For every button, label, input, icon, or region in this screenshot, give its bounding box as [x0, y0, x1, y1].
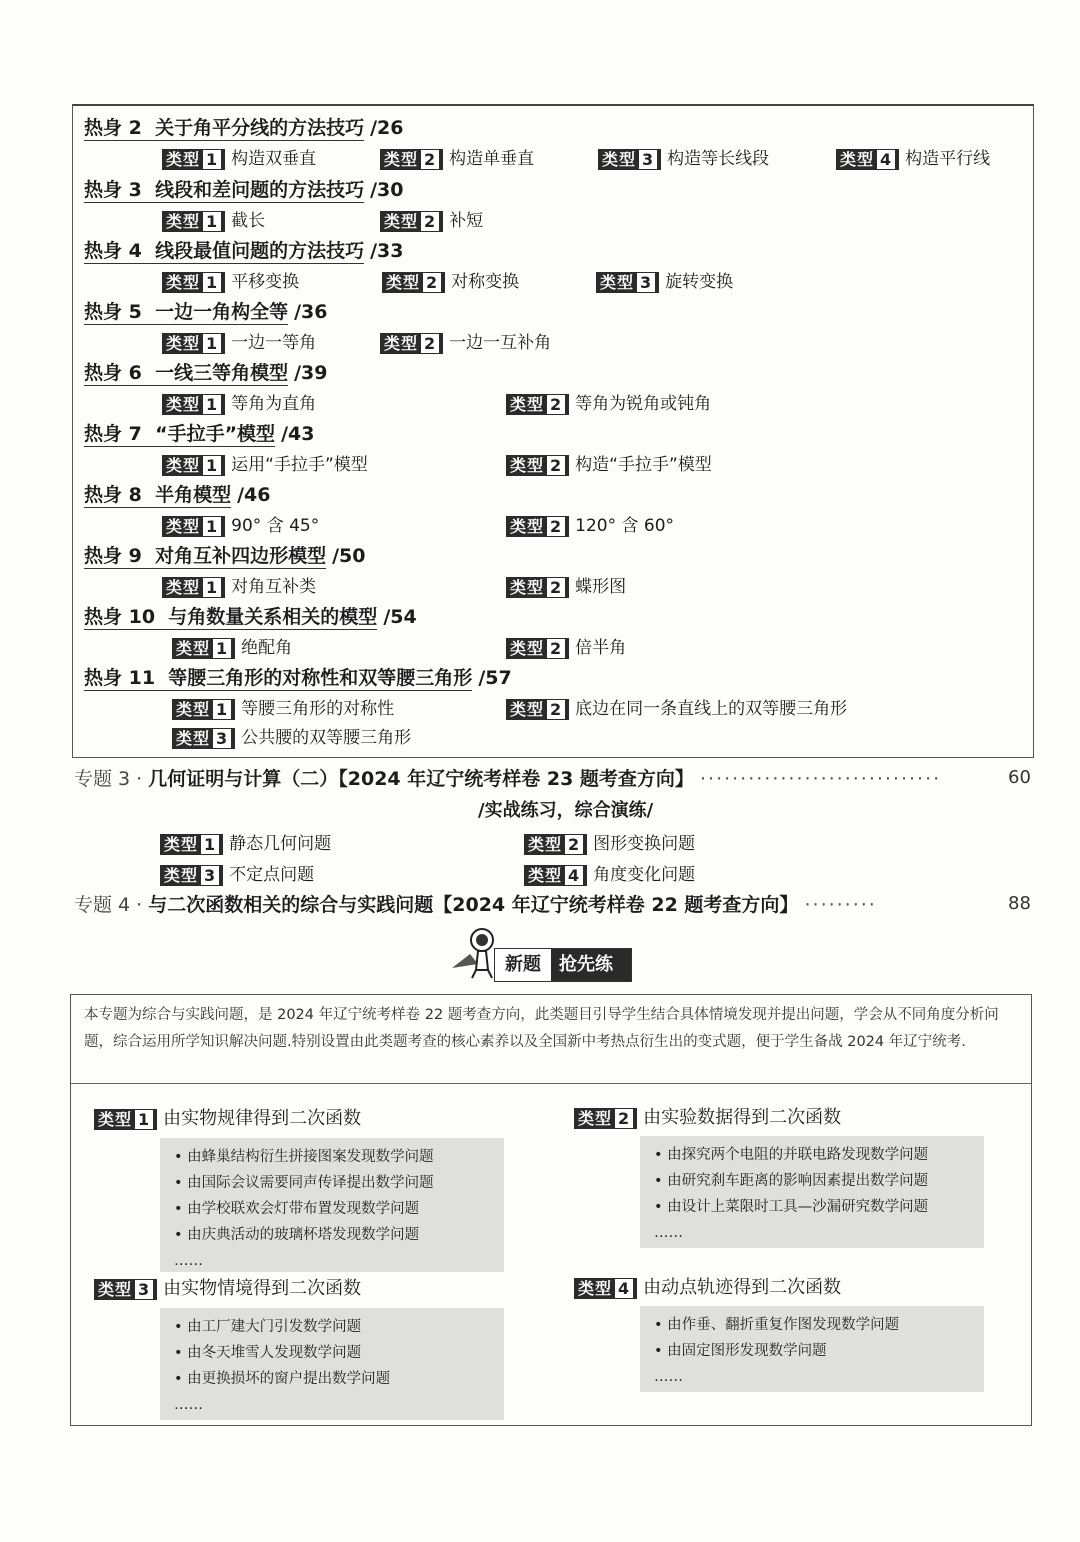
type-item: 类型 1 对角互补类: [162, 572, 316, 602]
warmup-title: 热身 4 线段最值问题的方法技巧 /33: [84, 240, 404, 262]
list-item: ……: [174, 1253, 203, 1269]
type-badge: 类型 3: [94, 1279, 157, 1300]
type-badge: 类型 1: [172, 699, 235, 720]
group-list: [640, 1306, 984, 1392]
type-badge: 类型 2: [506, 699, 569, 720]
type-item: 类型 3 构造等长线段: [598, 144, 769, 174]
list-item: • 由更换损坏的窗户提出数学问题: [174, 1371, 391, 1387]
type-badge: 类型 2: [574, 1108, 637, 1129]
type-item: 类型 4 角度变化问题: [524, 860, 695, 890]
type-item: 类型 2 对称变换: [382, 267, 519, 297]
warmup-title: 热身 6 一线三等角模型 /39: [84, 362, 328, 384]
type-item: 类型 1 绝配角: [172, 633, 292, 663]
type-badge: 类型 4: [836, 149, 899, 170]
new-questions-banner: 新题 抢先练: [494, 948, 632, 982]
warmup-title: 热身 10 与角数量关系相关的模型 /54: [84, 606, 417, 628]
type-item: 类型 1 平移变换: [162, 267, 299, 297]
type-item: 类型 1 等角为直角: [162, 389, 316, 419]
type-item: 类型 1 构造双垂直: [162, 144, 316, 174]
type-badge: 类型 1: [162, 577, 225, 598]
type-item: 类型 2 等角为锐角或钝角: [506, 389, 711, 419]
topic-3-title: 专题 3 · 几何证明与计算（二）【2024 年辽宁统考样卷 23 题考查方向】 ······························: [74, 768, 942, 790]
list-item: • 由固定图形发现数学问题: [654, 1343, 827, 1359]
type-badge: 类型 3: [596, 272, 659, 293]
group-heading: 类型 2 由实验数据得到二次函数: [574, 1103, 841, 1133]
warmup-title: 热身 9 对角互补四边形模型 /50: [84, 545, 366, 567]
list-item: • 由工厂建大门引发数学问题: [174, 1319, 362, 1335]
type-badge: 类型 2: [524, 834, 587, 855]
type-item: 类型 2 图形变换问题: [524, 829, 695, 859]
type-item: 类型 1 90° 含 45°: [162, 511, 319, 541]
type-item: 类型 1 运用“手拉手”模型: [162, 450, 368, 480]
type-badge: 类型 2: [382, 272, 445, 293]
list-item: • 由庆典活动的玻璃杯塔发现数学问题: [174, 1227, 420, 1243]
type-item: 类型 2 120° 含 60°: [506, 511, 674, 541]
type-badge: 类型 4: [524, 865, 587, 886]
list-item: • 由探究两个电阻的并联电路发现数学问题: [654, 1147, 929, 1163]
list-item: • 由学校联欢会灯带布置发现数学问题: [174, 1201, 420, 1217]
type-item: 类型 2 一边一互补角: [380, 328, 551, 358]
topic-4-title: 专题 4 · 与二次函数相关的综合与实践问题【2024 年辽宁统考样卷 22 题考查方向】 ·········: [74, 894, 877, 916]
group-heading: 类型 1 由实物规律得到二次函数: [94, 1104, 361, 1134]
group-list: [160, 1138, 504, 1272]
type-badge: 类型 2: [380, 333, 443, 354]
type-badge: 类型 3: [598, 149, 661, 170]
type-badge: 类型 2: [380, 211, 443, 232]
warmup-title: 热身 5 一边一角构全等 /36: [84, 301, 328, 323]
type-item: 类型 1 一边一等角: [162, 328, 316, 358]
type-badge: 类型 4: [574, 1278, 637, 1299]
type-badge: 类型 1: [160, 834, 223, 855]
type-item: 类型 2 构造单垂直: [380, 144, 534, 174]
intro-paragraph: 本专题为综合与实践问题，是 2024 年辽宁统考样卷 22 题考查方向，此类题目引导学生结合具体情境发现并提出问题，学会从不同角度分析问题，综合运用所学知识解决问题.特别设置由此类题考查的核心素养以及全国新中考热点衍生出的变式题，便于学生备战 2024 年辽宁统考.: [84, 1007, 999, 1050]
topic-4-page: 88: [1008, 893, 1031, 914]
type-item: 类型 2 构造“手拉手”模型: [506, 450, 712, 480]
type-item: 类型 2 倍半角: [506, 633, 626, 663]
group-list: [640, 1136, 984, 1248]
type-badge: 类型 1: [94, 1109, 157, 1130]
list-item: • 由作垂、翻折重复作图发现数学问题: [654, 1317, 900, 1333]
list-item: • 由冬天堆雪人发现数学问题: [174, 1345, 362, 1361]
type-item: 类型 3 公共腰的双等腰三角形: [172, 723, 411, 753]
warmup-title: 热身 2 关于角平分线的方法技巧 /26: [84, 117, 404, 139]
type-badge: 类型 2: [506, 638, 569, 659]
type-item: 类型 2 补短: [380, 206, 483, 236]
type-badge: 类型 3: [160, 865, 223, 886]
type-badge: 类型 2: [506, 577, 569, 598]
type-badge: 类型 1: [172, 638, 235, 659]
type-item: 类型 1 静态几何问题: [160, 829, 331, 859]
type-badge: 类型 1: [162, 333, 225, 354]
type-badge: 类型 2: [506, 394, 569, 415]
group-heading: 类型 4 由动点轨迹得到二次函数: [574, 1273, 841, 1303]
type-item: 类型 4 构造平行线: [836, 144, 990, 174]
warmup-title: 热身 3 线段和差问题的方法技巧 /30: [84, 179, 404, 201]
type-badge: 类型 1: [162, 272, 225, 293]
type-badge: 类型 1: [162, 149, 225, 170]
topic-3-subtitle: /实战练习，综合演练/: [478, 800, 654, 821]
list-item: ……: [654, 1225, 683, 1241]
type-badge: 类型 2: [506, 455, 569, 476]
type-badge: 类型 1: [162, 455, 225, 476]
warmup-title: 热身 8 半角模型 /46: [84, 484, 271, 506]
list-item: • 由研究刹车距离的影响因素提出数学问题: [654, 1173, 929, 1189]
group-list: [160, 1308, 504, 1420]
type-badge: 类型 1: [162, 211, 225, 232]
type-item: 类型 3 不定点问题: [160, 860, 314, 890]
type-badge: 类型 2: [506, 516, 569, 537]
type-badge: 类型 1: [162, 394, 225, 415]
topic-3-page: 60: [1008, 767, 1031, 788]
list-item: ……: [174, 1397, 203, 1413]
list-item: • 由国际会议需要同声传译提出数学问题: [174, 1175, 434, 1191]
list-item: • 由设计上菜限时工具—沙漏研究数学问题: [654, 1199, 929, 1215]
type-badge: 类型 1: [162, 516, 225, 537]
type-badge: 类型 2: [380, 149, 443, 170]
type-badge: 类型 3: [172, 728, 235, 749]
type-item: 类型 3 旋转变换: [596, 267, 733, 297]
type-item: 类型 2 蝶形图: [506, 572, 626, 602]
group-heading: 类型 3 由实物情境得到二次函数: [94, 1274, 361, 1304]
warmup-title: 热身 7 “手拉手”模型 /43: [84, 423, 315, 445]
list-item: ……: [654, 1369, 683, 1385]
warmup-title: 热身 11 等腰三角形的对称性和双等腰三角形 /57: [84, 667, 512, 689]
list-item: • 由蜂巢结构衍生拼接图案发现数学问题: [174, 1149, 434, 1165]
mascot-icon: [448, 924, 500, 980]
divider: [71, 1083, 1031, 1084]
type-item: 类型 1 等腰三角形的对称性: [172, 694, 394, 724]
type-item: 类型 2 底边在同一条直线上的双等腰三角形: [506, 694, 847, 724]
type-item: 类型 1 截长: [162, 206, 265, 236]
